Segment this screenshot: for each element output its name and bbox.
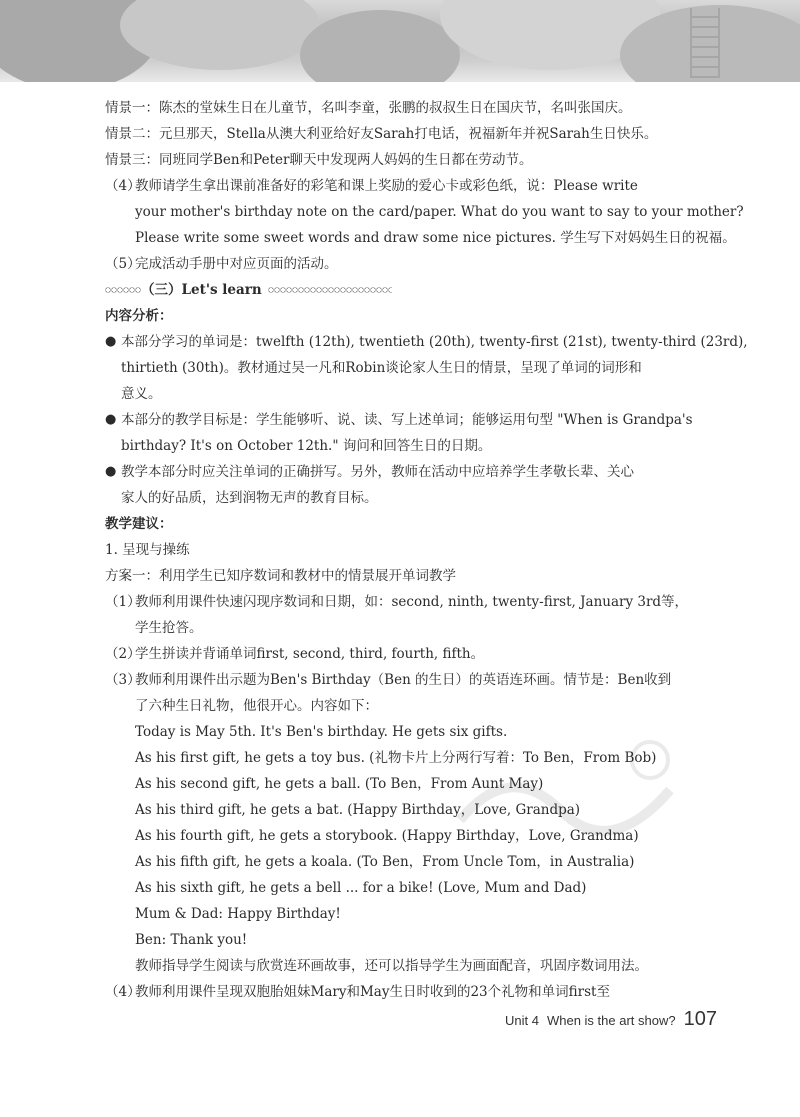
step-text: 教师利用课件呈现双胞胎姐妹Mary和May生日时收到的23个礼物和单词first至 xyxy=(135,984,610,1000)
step-number: （4） xyxy=(105,178,141,194)
dialogue-line: Ben: Thank you! xyxy=(135,932,248,948)
analysis-heading: 内容分析： xyxy=(105,308,173,324)
page-body xyxy=(105,95,748,1005)
step-text: 教师请学生拿出课前准备好的彩笔和课上奖励的爱心卡或彩色纸，说：Please write xyxy=(135,178,638,194)
analysis-bullet xyxy=(105,407,725,459)
footer-unit-title: When is the art show? xyxy=(546,1013,676,1028)
suggestion-step xyxy=(105,979,725,1005)
step-text: your mother's birthday note on the card/paper. What do you want to say to your mother? xyxy=(135,204,744,220)
page-number: 107 xyxy=(683,1008,717,1030)
step-number: （2） xyxy=(105,646,141,662)
suggestions-heading: 教学建议： xyxy=(105,516,173,532)
step-text: 完成活动手册中对应页面的活动。 xyxy=(135,256,338,272)
dialogue-line: Today is May 5th. It's Ben's birthday. He gets six gifts. xyxy=(135,724,508,740)
step-text: 学生拼读并背诵单词first, second, third, fourth, fifth。 xyxy=(135,646,485,662)
suggestion-step xyxy=(105,667,725,719)
bullet-icon: ● xyxy=(105,412,117,427)
step-text: 教师利用课件出示题为Ben's Birthday（Ben 的生日）的英语连环画。情节是：Ben收到 xyxy=(135,672,672,688)
step-number: （1） xyxy=(105,594,141,610)
analysis-bullet xyxy=(105,329,748,407)
step-number: （4） xyxy=(105,984,141,1000)
step-number: （5） xyxy=(105,256,141,272)
bullet-text: 意义。 xyxy=(121,386,162,402)
step-text: 了六种生日礼物，他很开心。内容如下： xyxy=(135,698,378,714)
bullet-text: birthday? It's on October 12th." 询问和回答生日的日期。 xyxy=(121,438,492,454)
bullet-icon: ● xyxy=(105,334,117,349)
bullet-text: 本部分学习的单词是：twelfth (12th), twentieth (20th), twenty-first (21st), twenty-third (23rd), xyxy=(121,334,748,350)
dialogue-line: Mum & Dad: Happy Birthday! xyxy=(135,906,341,922)
scenario-line: 情景二：元旦那天，Stella从澳大利亚给好友Sarah打电话，祝福新年并祝Sarah生日快乐。 xyxy=(105,126,658,142)
bullet-text: thirtieth (30th)。教材通过吴一凡和Robin谈论家人生日的情景，呈现了单词的词形和 xyxy=(121,360,642,376)
step-text: 教师利用课件快速闪现序数词和日期，如：second, ninth, twenty-first, January 3rd等， xyxy=(135,594,689,610)
bullet-icon: ● xyxy=(105,464,117,479)
dialogue-line: As his fifth gift, he gets a koala. (To Ben，From Uncle Tom，in Australia) xyxy=(135,854,635,870)
subsection-title: 1. 呈现与操练 xyxy=(105,542,190,558)
comic-dialogue xyxy=(105,719,725,979)
footer-unit: Unit 4 xyxy=(505,1013,539,1028)
dialogue-line: As his first gift, he gets a toy bus. (礼物卡片上分两行写着：To Ben，From Bob) xyxy=(135,750,657,766)
plan-title: 方案一：利用学生已知序数词和教材中的情景展开单词教学 xyxy=(105,568,456,584)
analysis-bullet xyxy=(105,459,725,511)
section-title xyxy=(105,277,725,303)
wavy-divider xyxy=(268,287,392,293)
header-banner-image xyxy=(0,0,800,82)
bullet-text: 家人的好品质，达到润物无声的教育目标。 xyxy=(121,490,378,506)
dialogue-line: 教师指导学生阅读与欣赏连环画故事，还可以指导学生为画面配音，巩固序数词用法。 xyxy=(135,958,648,974)
step-5-activity xyxy=(105,251,725,277)
suggestion-step xyxy=(105,589,725,641)
step-4-activity xyxy=(105,173,744,251)
step-number: （3） xyxy=(105,672,141,688)
scenario-line: 情景三：同班同学Ben和Peter聊天中发现两人妈妈的生日都在劳动节。 xyxy=(105,152,533,168)
section-title-text: （三）Let's learn xyxy=(141,282,262,298)
dialogue-line: As his sixth gift, he gets a bell ... for a bike! (Love, Mum and Dad) xyxy=(135,880,587,896)
suggestion-step xyxy=(105,641,725,667)
step-text: Please write some sweet words and draw some nice pictures. 学生写下对妈妈生日的祝福。 xyxy=(135,230,736,246)
dialogue-line: As his fourth gift, he gets a storybook. (Happy Birthday，Love, Grandma) xyxy=(135,828,639,844)
step-text: 学生抢答。 xyxy=(135,620,203,636)
wavy-divider xyxy=(105,287,141,293)
bullet-text: 本部分的教学目标是：学生能够听、说、读、写上述单词；能够运用句型 "When is Grandpa's xyxy=(121,412,693,428)
bullet-text: 教学本部分时应关注单词的正确拼写。另外，教师在活动中应培养学生孝敬长辈、关心 xyxy=(121,464,634,480)
page-footer xyxy=(505,1008,717,1031)
dialogue-line: As his third gift, he gets a bat. (Happy Birthday，Love, Grandpa) xyxy=(135,802,581,818)
scenario-line: 情景一：陈杰的堂妹生日在儿童节，名叫李童，张鹏的叔叔生日在国庆节，名叫张国庆。 xyxy=(105,100,632,116)
dialogue-line: As his second gift, he gets a ball. (To Ben，From Aunt May) xyxy=(135,776,544,792)
